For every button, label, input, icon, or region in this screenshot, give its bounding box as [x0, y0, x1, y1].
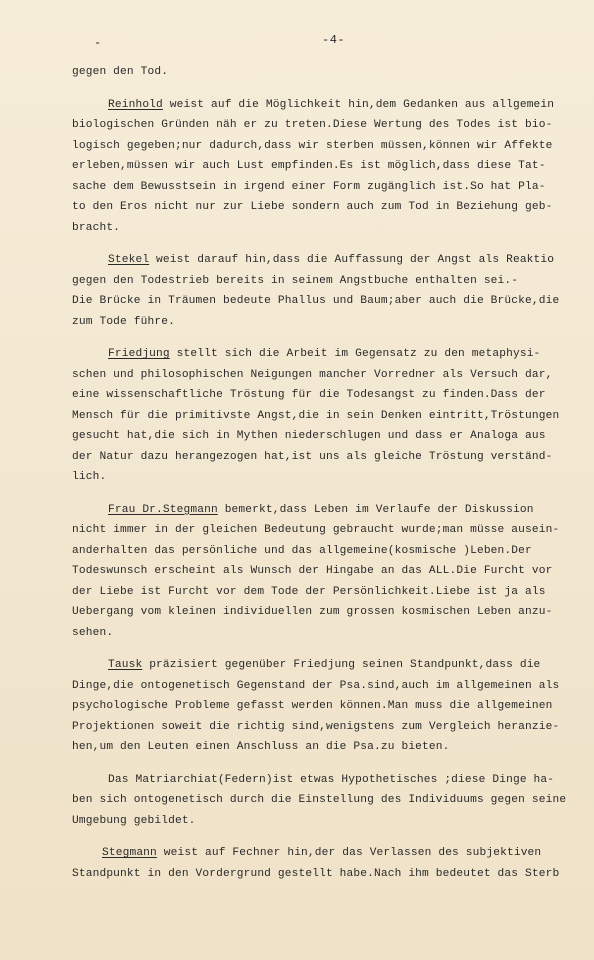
- text-line: Projektionen soweit die richtig sind,wenigstens zum Vergleich heranzie-: [72, 720, 560, 733]
- text-line: [72, 655, 592, 676]
- text-line: [72, 95, 592, 116]
- text-line: lich.: [72, 471, 107, 483]
- paragraph-stegmann-2: [72, 843, 592, 884]
- text-line: [72, 843, 592, 864]
- text-line: erleben,müssen wir auch Lust empfinden.Es ist möglich,dass diese Tat-: [72, 160, 546, 172]
- paragraph-closing-line: [72, 62, 592, 83]
- text-line: gegen den Todestrieb bereits in seinem Angstbuche enthalten sei.-: [72, 274, 519, 287]
- text-line: sehen.: [72, 626, 114, 639]
- text-line: to den Eros nicht nur zur Liebe sondern auch zum Tod in Beziehung geb-: [72, 201, 553, 213]
- text-line: Mensch für die primitivste Angst,die in sein Denken eintritt,Tröstungen: [72, 409, 560, 422]
- text-line: Dinge,die ontogenetisch Gegenstand der Psa.sind,auch im allgemeinen als: [72, 679, 560, 692]
- text-line-rest: weist auf Fechner hin,der das Verlassen des subjektiven: [156, 847, 542, 859]
- speaker-name: Stekel: [108, 254, 150, 266]
- text-line: hen,um den Leuten einen Anschluss an die Psa.zu bieten.: [72, 741, 450, 753]
- text-line: nicht immer in der gleichen Bedeutung gebraucht wurde;man müsse ausein-: [72, 524, 560, 536]
- text-line: [72, 344, 592, 365]
- text-line: gegen den Tod.: [72, 66, 169, 78]
- speaker-name: Reinhold: [108, 98, 163, 111]
- text-line: Das Matriarchiat(Federn)ist etwas Hypothetisches ;diese Dinge ha-: [108, 773, 555, 786]
- text-line: [72, 500, 592, 521]
- text-line: sache dem Bewusstsein in irgend einer Form zugänglich ist.So hat Pla-: [72, 180, 546, 193]
- text-line-rest: bemerkt,dass Leben im Verlaufe der Diskussion: [217, 503, 534, 516]
- text-line: Uebergang vom kleinen individuellen zum grossen kosmischen Leben anzu-: [72, 606, 553, 618]
- text-line: der Natur dazu herangezogen hat,ist uns als gleiche Tröstung verständ-: [72, 450, 553, 463]
- paragraph-tausk: [72, 655, 592, 758]
- text-line: zum Tode führe.: [72, 315, 175, 328]
- paragraph-tausk-continued: [72, 770, 592, 832]
- text-line: Die Brücke in Träumen bedeute Phallus und Baum;aber auch die Brücke,die: [72, 295, 560, 307]
- paragraph-reinhold: [72, 95, 592, 239]
- text-line: ben sich ontogenetisch durch die Einstellung des Individuums gegen seine: [72, 794, 567, 806]
- text-line: eine wissenschaftliche Tröstung für die Todesangst zu finden.Dass der: [72, 389, 546, 401]
- text-line: Standpunkt in den Vordergrund gestellt habe.Nach ihm bedeutet das Sterb: [72, 867, 560, 880]
- text-line: der Liebe ist Furcht vor dem Tode der Persönlichkeit.Liebe ist ja als: [72, 585, 546, 598]
- page-number: -4-: [322, 33, 346, 47]
- text-line: anderhalten das persönliche und das allgemeine(kosmische )Leben.Der: [72, 544, 532, 557]
- corner-dash: -: [94, 36, 102, 50]
- text-line-rest: weist auf die Möglichkeit hin,dem Gedanken aus allgemein: [162, 98, 555, 111]
- text-line: logisch gegeben;nur dadurch,dass wir sterben müssen,können wir Affekte: [72, 139, 553, 152]
- text-line: biologischen Gründen näh er zu treten.Diese Wertung des Todes ist bio-: [72, 119, 553, 131]
- paragraph-friedjung: [72, 344, 592, 488]
- text-line: Umgebung gebildet.: [72, 814, 196, 827]
- text-line: psychologische Probleme gefasst werden können.Man muss die allgemeinen: [72, 700, 553, 712]
- text-line-rest: stellt sich die Arbeit im Gegensatz zu den metaphysi-: [169, 348, 541, 360]
- text-line: Todeswunsch erscheint als Wunsch der Hingabe an das ALL.Die Furcht vor: [72, 565, 553, 577]
- text-line-rest: präzisiert gegenüber Friedjung seinen Standpunkt,dass die: [142, 659, 541, 671]
- minutes-text: [72, 62, 592, 896]
- paragraph-stegmann-1: [72, 500, 592, 644]
- speaker-name: Stegmann: [102, 847, 157, 859]
- speaker-name: Tausk: [108, 659, 143, 671]
- text-line-rest: weist darauf hin,dass die Auffassung der Angst als Reaktio: [149, 254, 555, 266]
- text-line: schen und philosophischen Neigungen mancher Vorredner als Versuch dar,: [72, 368, 553, 381]
- text-line: bracht.: [72, 221, 121, 234]
- speaker-name: Friedjung: [108, 348, 170, 360]
- text-line: gesucht hat,die sich in Mythen niederschlugen und dass er Analoga aus: [72, 430, 546, 442]
- paragraph-stekel: [72, 250, 592, 332]
- speaker-name: Frau Dr.Stegmann: [108, 503, 218, 516]
- text-line: [72, 250, 592, 271]
